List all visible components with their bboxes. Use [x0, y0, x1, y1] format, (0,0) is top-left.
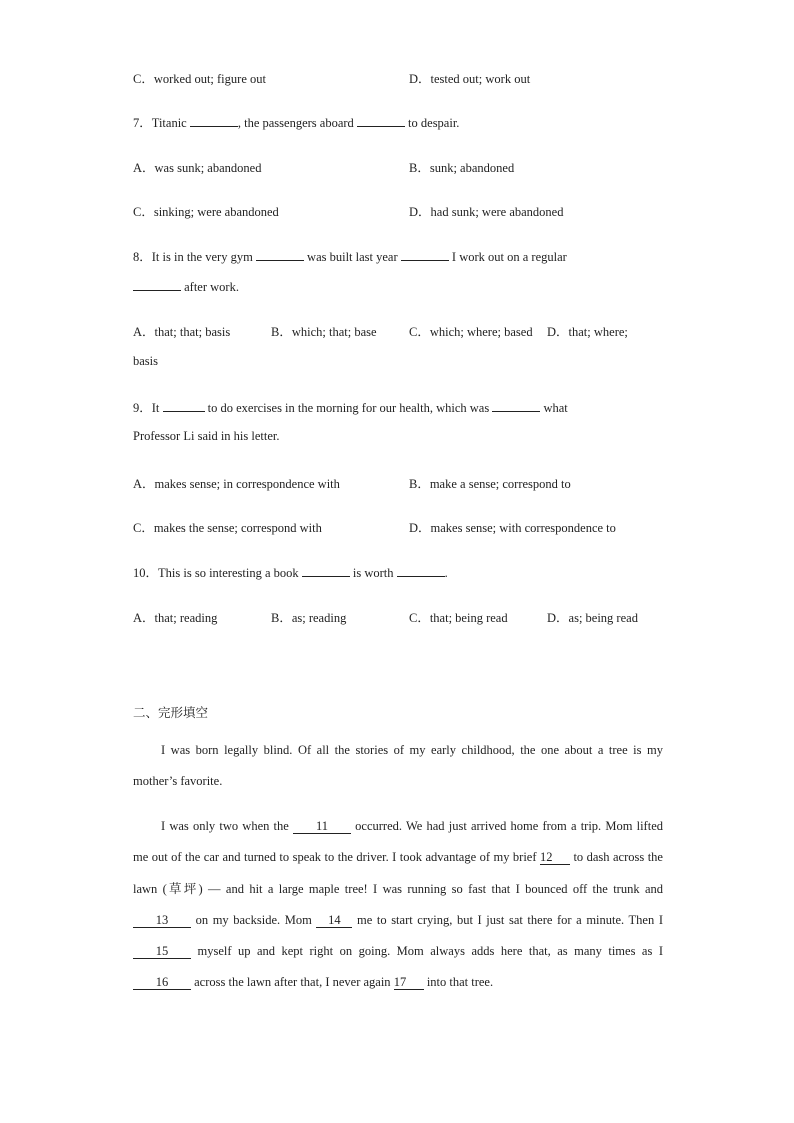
cloze-blank-13: 13 — [133, 913, 191, 928]
q9-option-b: B．make a sense; correspond to — [409, 477, 571, 491]
passage-paragraph-1 — [133, 735, 663, 798]
q8-number: 8． — [133, 250, 152, 264]
section-heading: 二、完形填空 — [133, 705, 209, 720]
passage-p2-text-h: into that tree. — [423, 975, 494, 990]
passage-p2-text-g: across the lawn after that, I never again — [191, 975, 394, 990]
q10-option-d: D．as; being read — [547, 611, 638, 625]
q8-blank-1 — [256, 248, 304, 261]
q9-option-c: C．makes the sense; correspond with — [133, 521, 322, 535]
passage-p1-text: I was born legally blind. Of all the stories of my early childhood, the one about a tree is my mother’s favorite. — [133, 743, 663, 789]
q9-option-a: A．makes sense; in correspondence with — [133, 477, 340, 491]
cloze-blank-17: 17 — [394, 975, 424, 990]
q8-blank-2 — [401, 248, 449, 261]
q8-text-3: I work out on a regular — [448, 250, 567, 264]
q10-blank-1 — [302, 564, 350, 577]
q7-option-b: B．sunk; abandoned — [409, 161, 515, 175]
q7-blank-1 — [190, 114, 238, 127]
q7-blank-2 — [357, 114, 405, 127]
q7-stem — [133, 113, 459, 131]
passage-p2-text-a: I was only two when the — [161, 819, 293, 833]
q8-text-4: after work. — [181, 280, 239, 294]
q9-option-d: D．makes sense; with correspondence to — [409, 521, 616, 535]
q7-option-d: D．had sunk; were abandoned — [409, 205, 564, 219]
q9-text-1: It — [151, 401, 163, 415]
passage-paragraph-2 — [133, 811, 663, 999]
q10-blank-2 — [397, 564, 445, 577]
q10-option-a: A．that; reading — [133, 611, 218, 625]
q8-option-a: A．that; that; basis — [133, 325, 231, 339]
q8-stem — [133, 247, 567, 265]
q9-blank-2 — [492, 399, 540, 412]
cloze-blank-14: 14 — [316, 913, 352, 928]
passage-p2-text-b: occurred. We had just arrived home from a trip. Mom lifted me out of the car and turned to speak to the driver. I took advantage of my brief — [133, 819, 663, 865]
q9-text-3: what — [540, 401, 568, 415]
passage-p2-text-d: on my backside. Mom — [191, 912, 317, 927]
cloze-blank-15: 15 — [133, 944, 191, 959]
q7-number: 7． — [133, 116, 152, 130]
q7-text-2: , the passengers aboard — [237, 116, 357, 130]
q6-option-c: C．worked out; figure out — [133, 72, 266, 86]
q8-option-d: D．that; where; — [547, 325, 628, 339]
q10-text-1: This is so interesting a book — [158, 566, 302, 580]
q9-stem — [133, 398, 568, 416]
q6-option-d: D．tested out; work out — [409, 72, 531, 86]
q7-text-3: to despair. — [404, 116, 460, 130]
q7-option-a: A．was sunk; abandoned — [133, 161, 262, 175]
q10-stem — [133, 563, 448, 581]
q8-option-d-tail: basis — [133, 354, 158, 368]
q10-text-2: is worth — [349, 566, 397, 580]
q8-stem-line-2 — [133, 278, 239, 295]
q9-blank-1 — [163, 399, 205, 412]
cloze-blank-16: 16 — [133, 975, 191, 990]
q7-text-1: Titanic — [151, 116, 190, 130]
passage-p2-text-f: myself up and kept right on going. Mom always adds here that, as many times as I — [191, 944, 663, 959]
q8-option-b: B．which; that; base — [271, 325, 377, 339]
cloze-blank-11: 11 — [293, 819, 351, 834]
q8-text-2: was built last year — [303, 250, 401, 264]
q7-option-c: C．sinking; were abandoned — [133, 205, 279, 219]
q10-option-b: B．as; reading — [271, 611, 347, 625]
q10-option-c: C．that; being read — [409, 611, 508, 625]
q10-text-3: . — [444, 566, 448, 580]
q8-option-c: C．which; where; based — [409, 325, 533, 339]
passage-p2-text-e: me to start crying, but I just sat there for a minute. Then I — [352, 912, 663, 927]
passage-p2-text-c: to dash across the lawn (草坪) — and hit a large maple tree! I was running so fast that I bounced off the trunk and — [133, 850, 663, 896]
q9-number: 9． — [133, 401, 152, 415]
q10-number: 10． — [133, 566, 159, 580]
q9-text-2: to do exercises in the morning for our health, which was — [204, 401, 493, 415]
q8-text-1: It is in the very gym — [151, 250, 256, 264]
cloze-blank-12: 12 — [540, 850, 570, 865]
q9-stem-line-2: Professor Li said in his letter. — [133, 429, 280, 443]
q8-blank-3 — [133, 278, 181, 291]
